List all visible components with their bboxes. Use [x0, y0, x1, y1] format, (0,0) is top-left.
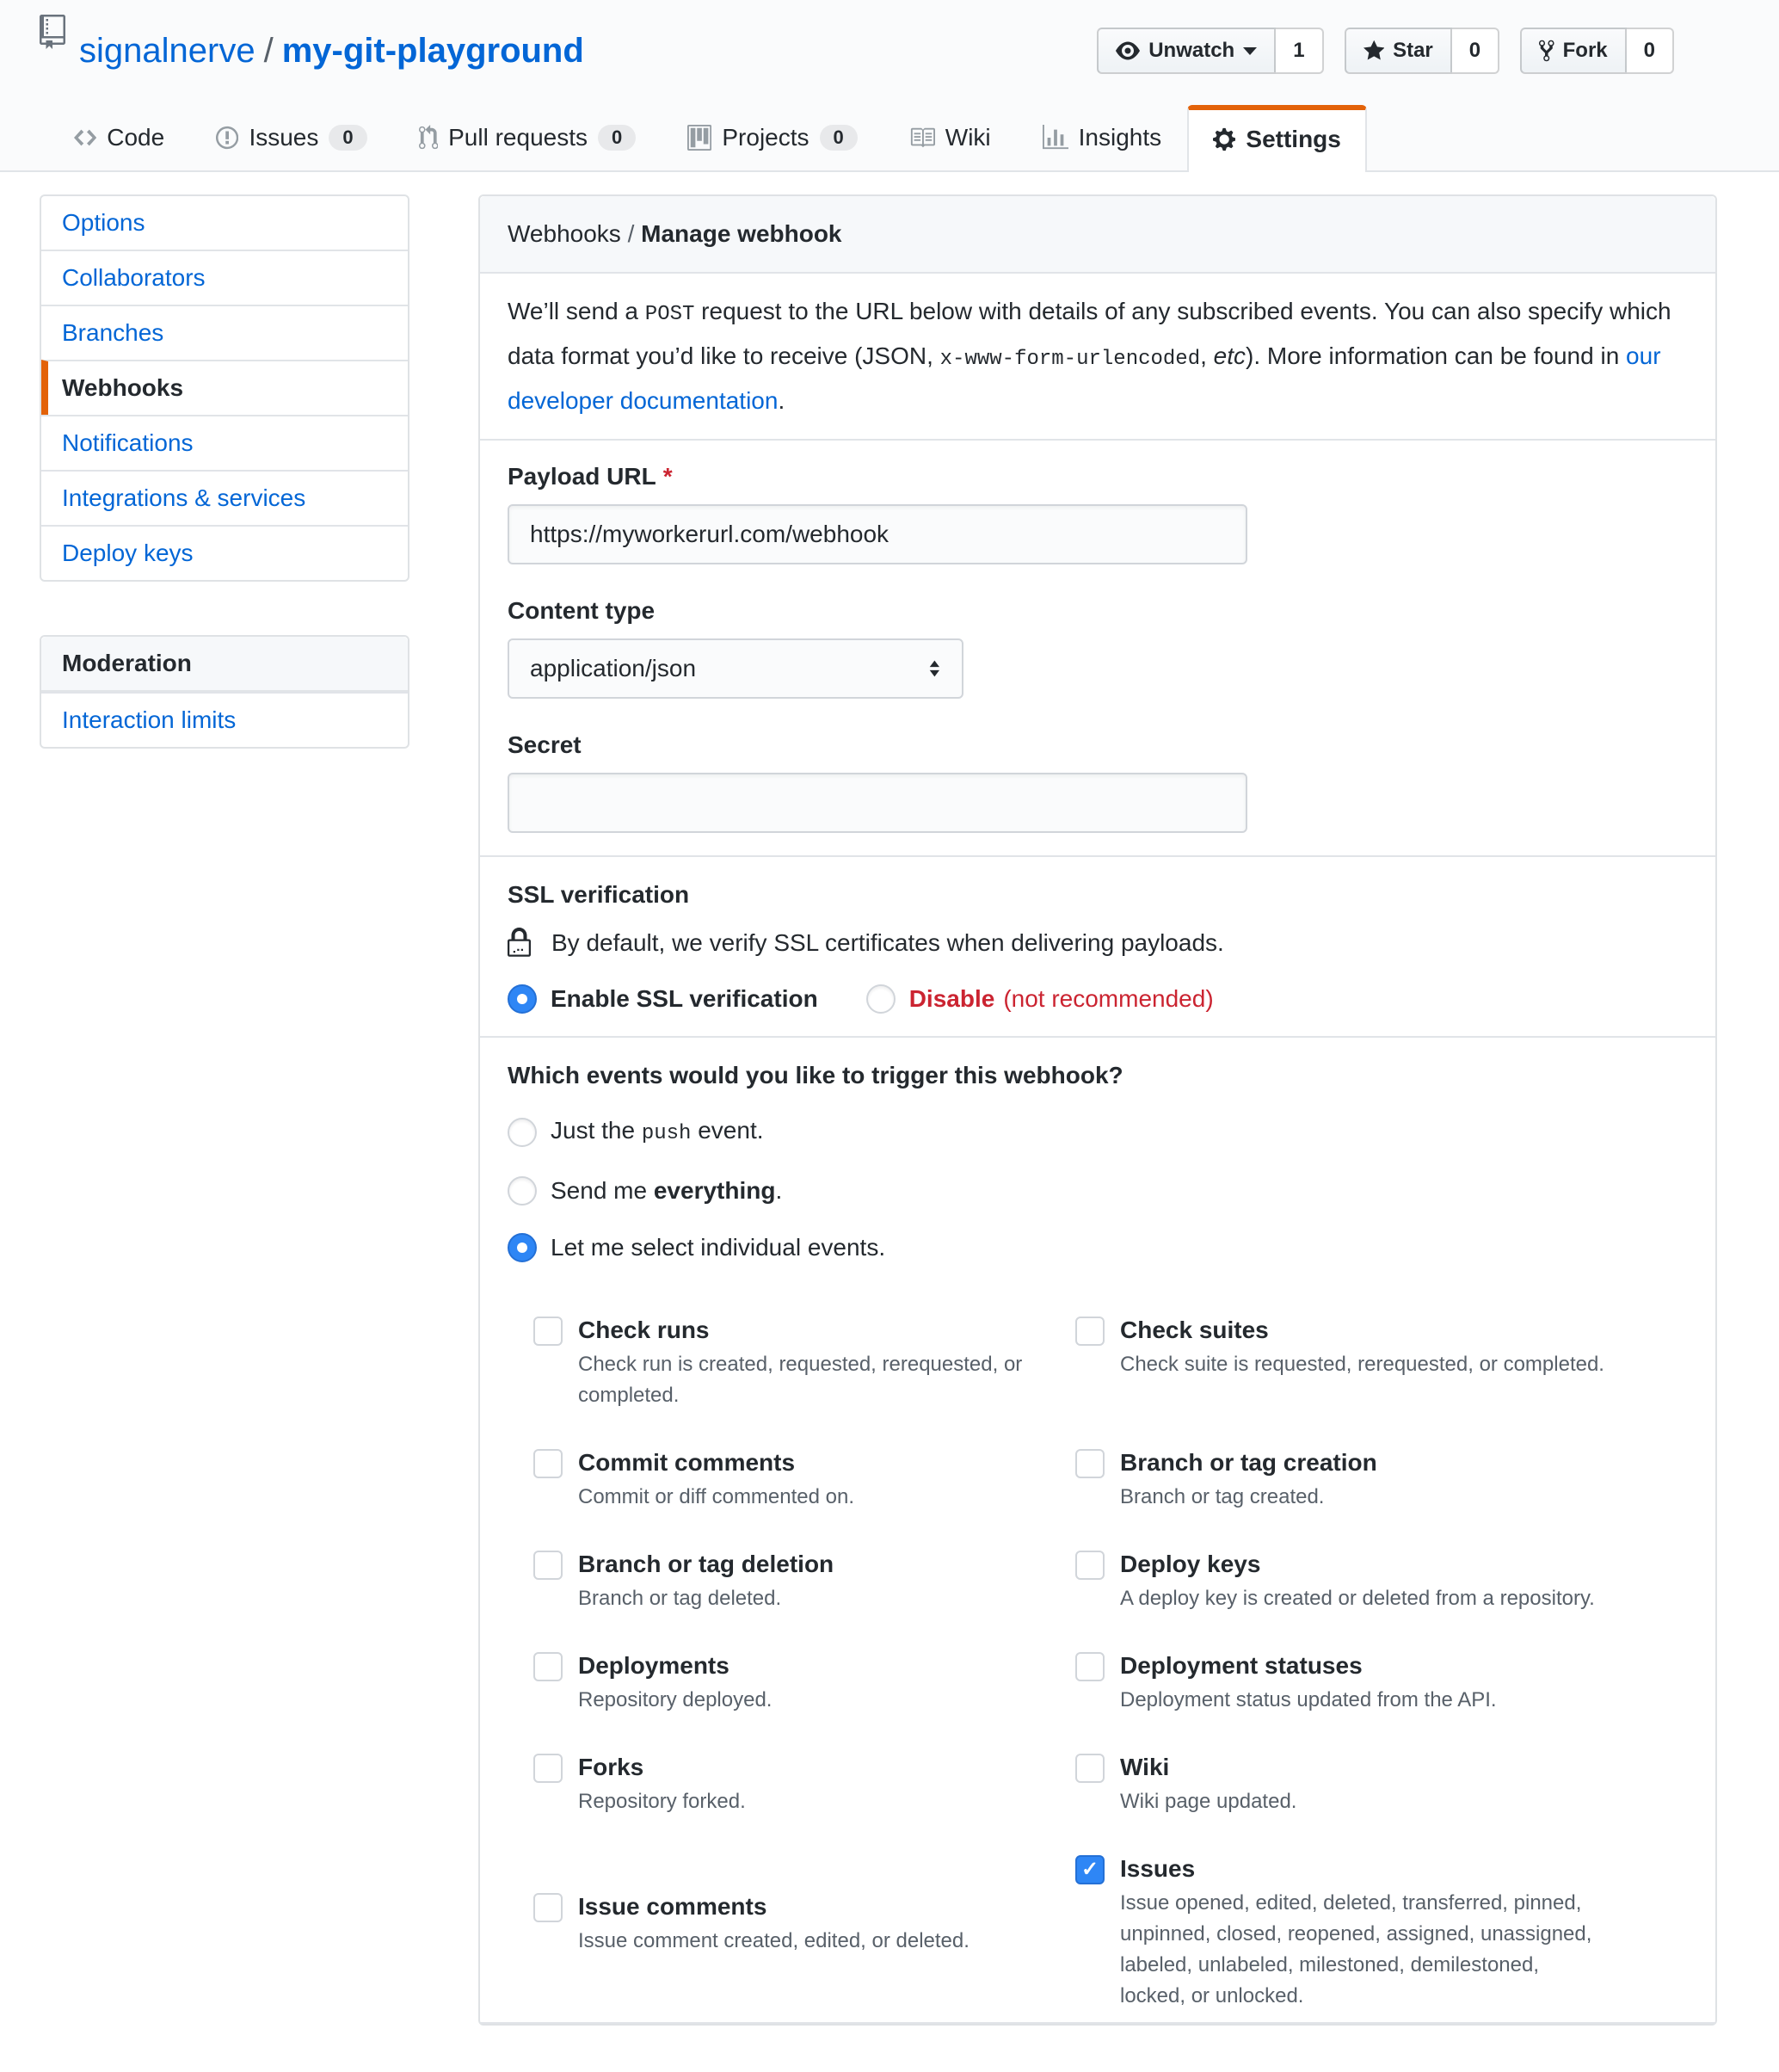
- event-option-label-1: Send me everything.: [551, 1177, 783, 1204]
- event-item-wiki: [1075, 1750, 1607, 1817]
- event-desc-forks: Repository forked.: [578, 1790, 746, 1813]
- event-title-issue-comments: Issue comments: [578, 1893, 767, 1920]
- event-title-branch-or-tag-deletion: Branch or tag deletion: [578, 1551, 834, 1577]
- event-item-branch-or-tag-creation: [1075, 1446, 1607, 1513]
- repo-actions: [1076, 28, 1674, 74]
- repo-title-row: [0, 0, 1779, 76]
- lock-icon: [508, 928, 541, 959]
- repo-tabs: [0, 105, 1779, 170]
- event-item-deployment-statuses: [1075, 1649, 1607, 1716]
- enable-ssl-radio[interactable]: [508, 984, 537, 1014]
- lock-icon: [508, 928, 531, 959]
- tab-pull-requests[interactable]: Pull requests 0: [393, 105, 662, 170]
- checkbox-forks[interactable]: [533, 1754, 563, 1783]
- star-icon: [1363, 39, 1385, 63]
- repo-title: [40, 15, 584, 88]
- webhook-intro-text: We’ll send a POST request to the URL below with details of any subscribed events. You can also specify which data format you’d like to receive (JSON, x-www-form-urlencoded, etc). More information can be found in our developer documentation.: [508, 298, 1671, 414]
- repo-owner-link[interactable]: signalnerve: [79, 31, 255, 70]
- tab-counter: 0: [820, 125, 858, 151]
- repo-title-separator: /: [263, 31, 274, 70]
- event-checkbox-grid: [533, 1313, 1688, 2012]
- settings-sidebar: [40, 194, 409, 749]
- book-icon: [909, 125, 935, 151]
- tab-wiki[interactable]: Wiki: [883, 105, 1017, 170]
- moderation-menu: [40, 635, 409, 749]
- repo-icon: [40, 15, 65, 88]
- event-desc-issues: Issue opened, edited, deleted, transferred, pinned, unpinned, closed, reopened, assigned, unassigned, labeled, unlabeled, milestoned, demilestoned, locked, or unlocked.: [1120, 1891, 1592, 2007]
- secret-input[interactable]: [508, 773, 1247, 833]
- event-checkbox-row: [533, 1313, 1688, 1411]
- section-divider: [480, 2022, 1715, 2024]
- event-option-radio-0[interactable]: [508, 1118, 537, 1147]
- checkbox-check-runs[interactable]: [533, 1317, 563, 1346]
- pull-request-icon: [419, 125, 439, 151]
- checkbox-issue-comments[interactable]: [533, 1893, 563, 1922]
- payload-url-input[interactable]: [508, 504, 1247, 564]
- star-button[interactable]: Star: [1345, 28, 1452, 74]
- checkbox-deployment-statuses[interactable]: [1075, 1652, 1105, 1681]
- event-desc-deploy-keys: A deploy key is created or deleted from a repository.: [1120, 1587, 1595, 1610]
- webhook-form: [480, 441, 1715, 857]
- event-item-deployments: [533, 1649, 1065, 1716]
- sidebar-item-interaction-limits[interactable]: Interaction limits: [41, 692, 408, 747]
- event-desc-deployment-statuses: Deployment status updated from the API.: [1120, 1688, 1497, 1711]
- required-asterisk: *: [662, 463, 673, 490]
- event-item-deploy-keys: [1075, 1547, 1607, 1614]
- event-item-branch-or-tag-deletion: [533, 1547, 1065, 1614]
- sidebar-item-webhooks[interactable]: Webhooks: [41, 360, 408, 415]
- checkbox-wiki[interactable]: [1075, 1754, 1105, 1783]
- graph-icon: [1043, 125, 1068, 151]
- checkbox-deploy-keys[interactable]: [1075, 1551, 1105, 1580]
- checkbox-check-suites[interactable]: [1075, 1317, 1105, 1346]
- event-title-deploy-keys: Deploy keys: [1120, 1551, 1261, 1577]
- gear-icon: [1213, 126, 1235, 152]
- event-desc-check-suites: Check suite is requested, rerequested, or completed.: [1120, 1353, 1604, 1376]
- tab-settings[interactable]: Settings: [1187, 105, 1367, 172]
- event-desc-wiki: Wiki page updated.: [1120, 1790, 1297, 1813]
- sidebar-item-integrations-services[interactable]: Integrations & services: [41, 470, 408, 525]
- events-heading: Which events would you like to trigger this webhook?: [508, 1062, 1123, 1088]
- event-desc-issue-comments: Issue comment created, edited, or deleted.: [578, 1929, 970, 1952]
- sidebar-item-collaborators[interactable]: Collaborators: [41, 250, 408, 305]
- checkbox-branch-or-tag-deletion[interactable]: [533, 1551, 563, 1580]
- sidebar-item-branches[interactable]: Branches: [41, 305, 408, 360]
- fork-count[interactable]: 0: [1627, 28, 1674, 74]
- event-title-check-runs: Check runs: [578, 1317, 710, 1343]
- code-urlencoded: x-www-form-urlencoded: [939, 348, 1201, 371]
- webhook-intro: [480, 274, 1715, 441]
- checkbox-issues[interactable]: [1075, 1855, 1105, 1884]
- tab-projects[interactable]: Projects 0: [662, 105, 883, 170]
- event-item-check-suites: [1075, 1313, 1607, 1411]
- event-desc-branch-or-tag-deletion: Branch or tag deleted.: [578, 1587, 782, 1610]
- event-option-2: [508, 1230, 1688, 1265]
- event-title-issues: Issues: [1120, 1855, 1196, 1882]
- event-item-forks: [533, 1750, 1065, 1817]
- ssl-radios: [508, 984, 1688, 1014]
- tab-insights[interactable]: Insights: [1017, 105, 1188, 170]
- breadcrumb-current: Manage webhook: [641, 220, 842, 247]
- select-caret-icon: [926, 656, 943, 681]
- disable-ssl-radio[interactable]: [866, 984, 896, 1014]
- breadcrumb: [480, 196, 1715, 274]
- ssl-enable-choice: [508, 984, 818, 1014]
- event-option-0: [508, 1113, 1688, 1151]
- webhook-panel: [478, 194, 1717, 2026]
- event-title-wiki: Wiki: [1120, 1754, 1170, 1780]
- ssl-note: By default, we verify SSL certificates when delivering payloads.: [508, 926, 1688, 960]
- breadcrumb-separator: /: [627, 220, 635, 247]
- code-post: POST: [644, 303, 695, 326]
- event-item-issue-comments: [533, 1890, 1065, 2012]
- moderation-heading: Moderation: [41, 637, 408, 692]
- event-title-commit-comments: Commit comments: [578, 1449, 796, 1476]
- tab-counter: 0: [329, 125, 366, 151]
- tab-code[interactable]: Code: [48, 105, 190, 170]
- event-options: [508, 1113, 1688, 1265]
- event-item-check-runs: [533, 1313, 1065, 1411]
- issue-opened-icon: [216, 125, 238, 151]
- event-option-label-0: Just the push event.: [551, 1117, 764, 1145]
- sidebar-item-options[interactable]: Options: [62, 209, 145, 236]
- developer-documentation-link[interactable]: our developer documentation: [508, 342, 1661, 414]
- sidebar-item-notifications[interactable]: Notifications: [41, 415, 408, 470]
- event-option-radio-1[interactable]: [508, 1176, 537, 1206]
- event-option-radio-2[interactable]: [508, 1233, 537, 1262]
- unwatch-group: [1097, 28, 1323, 74]
- tab-issues[interactable]: Issues 0: [190, 105, 392, 170]
- content-type-select[interactable]: [508, 638, 963, 699]
- repo-header: [0, 0, 1779, 172]
- secret-group: [508, 730, 1688, 833]
- event-checkbox-row: [533, 1649, 1688, 1716]
- fork-button[interactable]: Fork: [1520, 28, 1627, 74]
- event-title-forks: Forks: [578, 1754, 644, 1780]
- events-section: [480, 1038, 1715, 2024]
- payload-url-group: [508, 461, 1688, 564]
- disable-ssl-note: (not recommended): [1003, 985, 1214, 1012]
- event-title-deployments: Deployments: [578, 1652, 729, 1679]
- star-count[interactable]: 0: [1452, 28, 1499, 74]
- payload-url-label: Payload URL *: [508, 463, 673, 490]
- settings-menu: [40, 194, 409, 582]
- event-option-label-2: Let me select individual events.: [551, 1234, 886, 1261]
- ssl-disable-choice: [866, 984, 1214, 1014]
- breadcrumb-section[interactable]: Webhooks: [508, 220, 621, 247]
- event-checkbox-row: [533, 1852, 1688, 2012]
- eye-icon: [1116, 39, 1140, 63]
- star-group: [1345, 28, 1500, 74]
- ssl-section: [480, 857, 1715, 1038]
- event-title-deployment-statuses: Deployment statuses: [1120, 1652, 1363, 1679]
- event-checkbox-row: [533, 1750, 1688, 1817]
- event-desc-branch-or-tag-creation: Branch or tag created.: [1120, 1485, 1325, 1508]
- checkbox-branch-or-tag-creation[interactable]: [1075, 1449, 1105, 1478]
- repo-name-link[interactable]: my-git-playground: [281, 31, 584, 70]
- event-title-check-suites: Check suites: [1120, 1317, 1269, 1343]
- event-desc-commit-comments: Commit or diff commented on.: [578, 1485, 855, 1508]
- content-type-label: Content type: [508, 597, 656, 624]
- code-icon: [74, 125, 96, 151]
- event-desc-check-runs: Check run is created, requested, rerequested, or completed.: [578, 1353, 1023, 1407]
- sidebar-item-deploy-keys[interactable]: Deploy keys: [41, 525, 408, 580]
- fork-group: [1520, 28, 1674, 74]
- checkbox-deployments[interactable]: [533, 1652, 563, 1681]
- ssl-heading: SSL verification: [508, 881, 690, 908]
- enable-ssl-label: Enable SSL verification: [551, 985, 818, 1012]
- settings-content: [0, 172, 1779, 2026]
- repo-icon: [40, 15, 65, 49]
- event-checkbox-row: [533, 1547, 1688, 1614]
- unwatch-count[interactable]: 1: [1276, 28, 1323, 74]
- tab-counter: 0: [598, 125, 636, 151]
- event-option-1: [508, 1174, 1688, 1208]
- event-title-branch-or-tag-creation: Branch or tag creation: [1120, 1449, 1377, 1476]
- event-item-issues: [1075, 1852, 1607, 2012]
- event-item-commit-comments: [533, 1446, 1065, 1513]
- event-checkbox-row: [533, 1446, 1688, 1513]
- secret-label: Secret: [508, 731, 582, 758]
- disable-ssl-label: Disable: [908, 985, 995, 1012]
- unwatch-button[interactable]: Unwatch: [1097, 28, 1276, 74]
- content-type-group: [508, 595, 1688, 699]
- project-icon: [687, 125, 711, 151]
- event-desc-deployments: Repository deployed.: [578, 1688, 773, 1711]
- fork-icon: [1539, 39, 1554, 63]
- checkbox-commit-comments[interactable]: [533, 1449, 563, 1478]
- caret-down-icon: [1243, 47, 1257, 55]
- content-type-value: application/json: [530, 655, 697, 681]
